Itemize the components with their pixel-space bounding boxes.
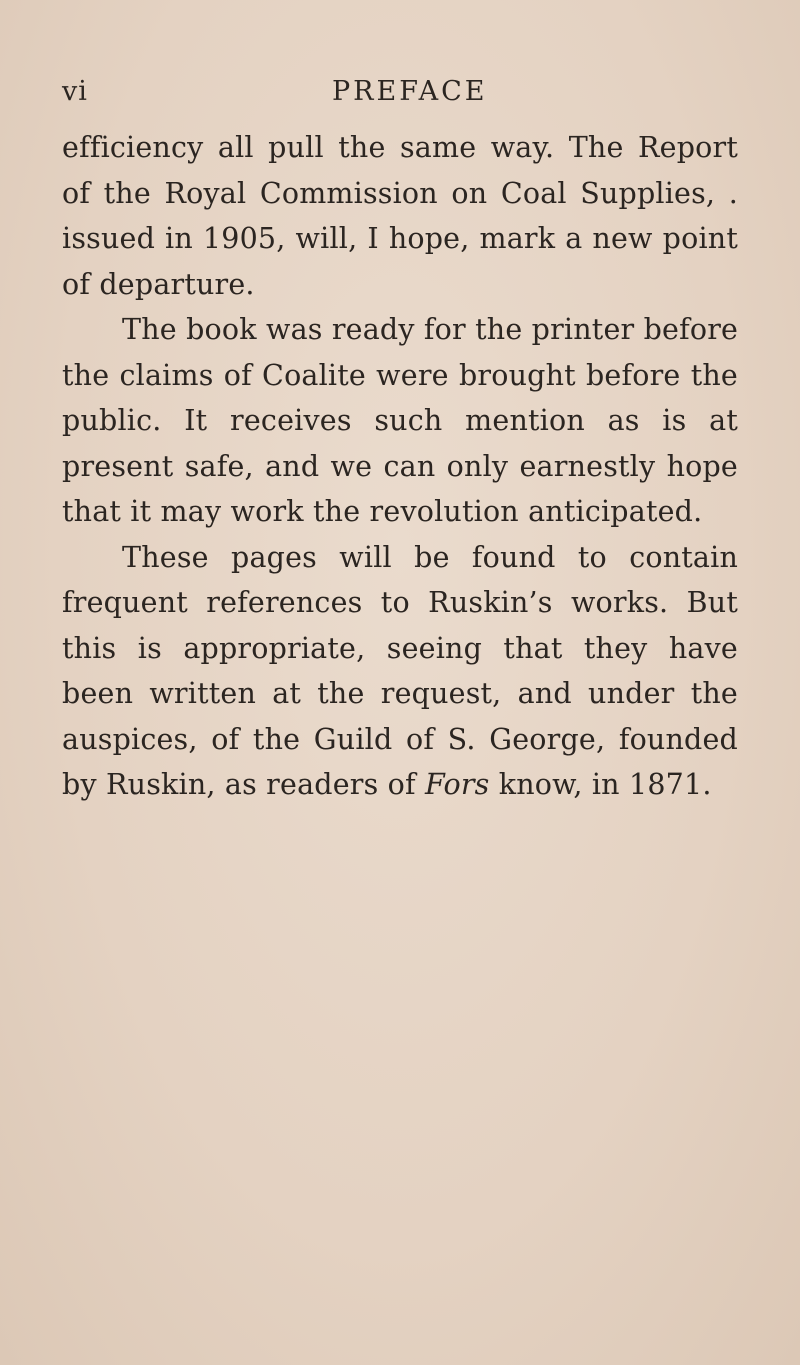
text-line-final [62,762,738,808]
text-line: The book was ready for the printer before [122,313,739,346]
text-line: that it may work the revolution anticipated. [62,495,703,528]
body-text [62,125,738,808]
running-head: PREFACE [332,76,488,107]
text-line: of the Royal Commission on Coal Supplies, . [62,176,738,210]
text-line: efficiency all pull the same way. The Report [62,131,738,164]
text-line: this is appropriate, seeing that they have [62,631,738,665]
final-line-end: know, in 1871. [489,768,712,801]
page-number: vi [62,76,88,107]
text-line: auspices, of the Guild of S. George, founded [62,722,738,756]
text-line: been written at the request, and under the [62,677,738,710]
text-line: of departure. [62,267,255,301]
text-line: public. It receives such mention as is at [62,404,738,437]
italic-title-fors: Fors [425,768,490,801]
text-line: These pages will be found to contain [122,540,738,574]
final-line-start: by Ruskin, as readers of [62,768,426,801]
text-line: the claims of Coalite were brought before the [62,358,738,392]
page-header [62,76,738,116]
text-line: issued in 1905, will, I hope, mark a new point [62,222,738,255]
text-line: frequent references to Ruskin’s works. But [62,586,738,619]
text-line: present safe, and we can only earnestly hope [62,449,738,483]
